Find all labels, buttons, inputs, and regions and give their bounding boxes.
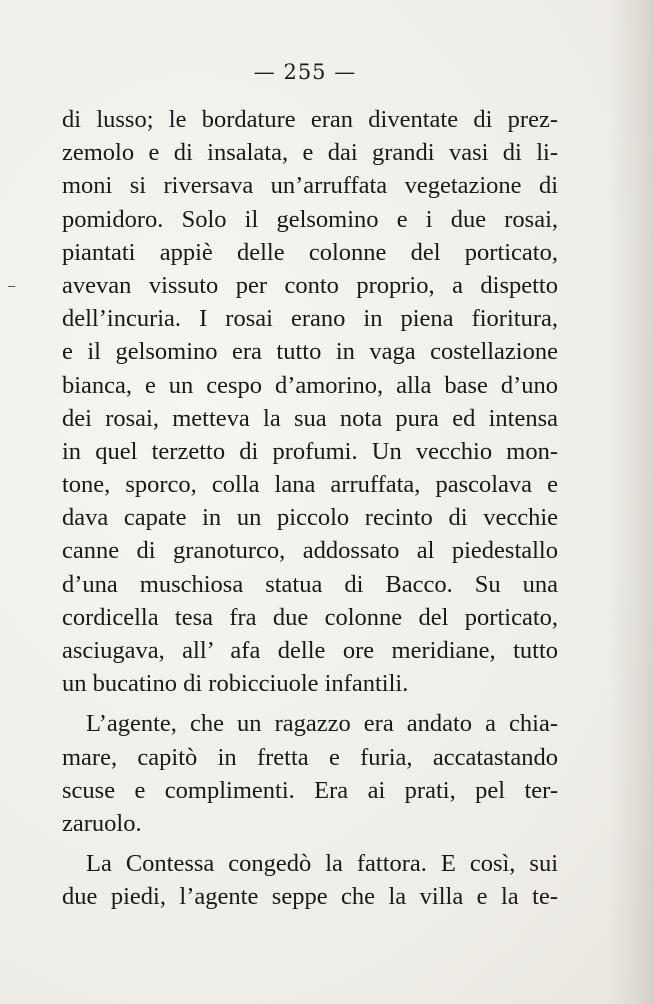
text-line: canne di granoturco, addossato al piedestallo	[62, 537, 558, 565]
text-line: d’una muschiosa statua di Bacco. Su una	[62, 570, 558, 598]
paragraph-spacer	[62, 840, 558, 847]
text-line: di lusso; le bordature eran diventate di prez-	[62, 106, 558, 133]
text-line: L’agente, che un ragazzo era andato a chia-	[86, 710, 558, 738]
paragraph-spacer	[62, 700, 558, 707]
text-line: e il gelsomino era tutto in vaga costellazione	[62, 338, 558, 366]
paragraph-3	[62, 847, 558, 913]
text-line: cordicella tesa fra due colonne del porticato,	[62, 603, 558, 631]
text-line: dell’incuria. I rosai erano in piena fioritura,	[62, 305, 558, 333]
text-line: moni si riversava un’arruffata vegetazione di	[62, 172, 558, 200]
page-number-header: — 255 —	[253, 60, 357, 84]
text-line: zaruolo.	[62, 809, 142, 837]
text-line: piantati appiè delle colonne del porticato,	[62, 238, 558, 266]
paragraph-1	[62, 103, 558, 700]
body-text	[62, 103, 558, 914]
text-line: dei rosai, metteva la sua nota pura ed intensa	[62, 404, 558, 432]
text-line: dava capate in un piccolo recinto di vecchie	[62, 504, 558, 532]
text-line: un bucatino di robicciuole infantili.	[62, 670, 409, 698]
text-line: due piedi, l’agente seppe che la villa e la te-	[62, 883, 558, 911]
text-line: in quel terzetto di profumi. Un vecchio mon-	[62, 437, 558, 465]
paragraph-2	[62, 707, 558, 840]
text-line: zemolo e di insalata, e dai grandi vasi di li-	[62, 139, 558, 167]
text-line: tone, sporco, colla lana arruffata, pascolava e	[62, 471, 558, 499]
text-line: pomidoro. Solo il gelsomino e i due rosai,	[62, 205, 558, 233]
text-line: scuse e complimenti. Era ai prati, pel ter-	[62, 776, 558, 804]
text-line: asciugava, all’ afa delle ore meridiane, tutto	[62, 637, 558, 664]
margin-mark	[8, 286, 15, 287]
text-line: La Contessa congedò la fattora. E così, sui	[86, 850, 558, 878]
text-line: bianca, e un cespo d’amorino, alla base d’uno	[62, 371, 558, 399]
text-line: mare, capitò in fretta e furia, accatastando	[62, 743, 558, 771]
text-line: avevan vissuto per conto proprio, a dispetto	[62, 271, 558, 299]
